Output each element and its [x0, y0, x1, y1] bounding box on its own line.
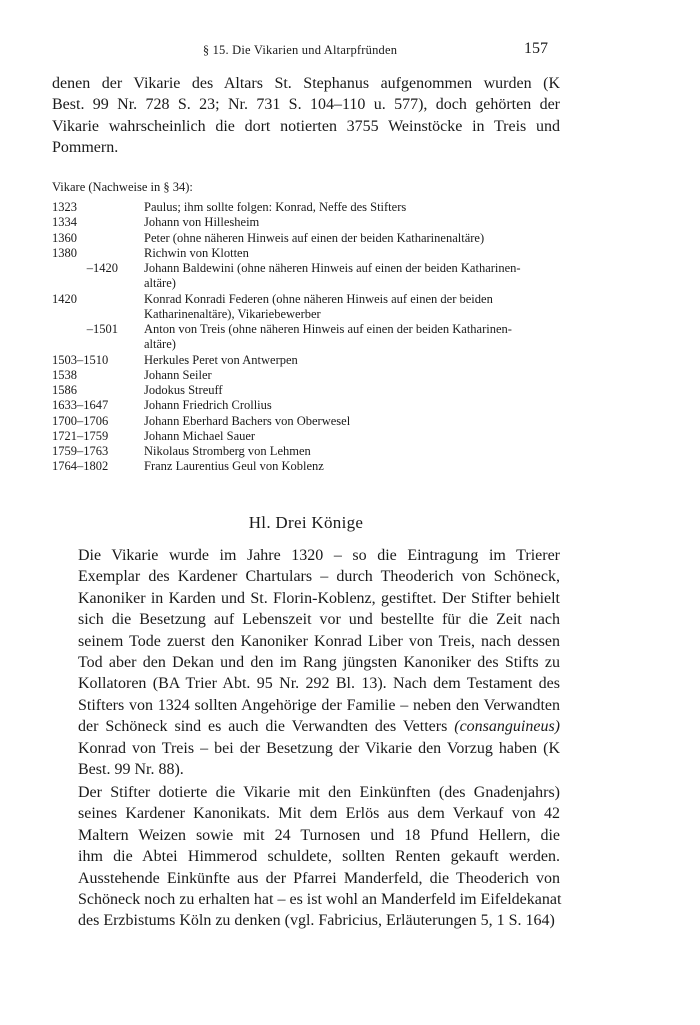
vicar-name: Paulus; ihm sollte folgen: Konrad, Neffe des Stifters — [144, 200, 407, 214]
text-line: Vikarie wahrscheinlich die dort notierten 3755 Weinstöcke in Treis und — [52, 117, 560, 135]
intro-paragraph — [52, 73, 560, 159]
vicar-name: altäre) — [144, 276, 176, 291]
text-line: Die Vikarie wurde im Jahre 1320 – so die Eintragung im Trierer — [78, 547, 560, 564]
vicar-year — [52, 337, 144, 352]
vicar-year: –1420 — [86, 261, 118, 275]
vicar-name: Johann Baldewini (ohne näheren Hinweis auf einen der beiden Katharinen- — [144, 261, 521, 275]
vicar-row — [52, 337, 560, 352]
page-number: 157 — [524, 40, 548, 57]
vicar-year: –1501 — [86, 322, 118, 336]
vicar-name: Peter (ohne näheren Hinweis auf einen der beiden Katharinenaltäre) — [144, 230, 485, 245]
vicar-year: 1538 — [52, 367, 77, 382]
vicar-year: 1759–1763 — [52, 444, 109, 458]
vicar-year — [52, 276, 144, 291]
body-paragraph — [52, 545, 560, 780]
text-line: ihm die Abtei Himmerod schuldete, sollten Renten gekauft werden. — [78, 848, 560, 866]
text-line: Ausstehende Einkünfte aus der Pfarrei Manderfeld, die Theoderich von — [78, 869, 560, 887]
text-line: sich die Besetzung auf Lebenszeit vor und bestellte für die Zeit nach — [78, 611, 560, 629]
text-line: Maltern Weizen sowie mit 24 Turnosen und 18 Pfund Hellern, die — [78, 826, 560, 844]
vicar-row — [52, 414, 560, 429]
vicar-year: 1586 — [52, 383, 77, 397]
text-line — [52, 716, 560, 737]
latin-term: (consanguineus) — [454, 718, 560, 736]
text-line: Kanoniker in Karden und St. Florin-Koblenz, gestiftet. Der Stifter behielt — [78, 589, 560, 607]
vicar-year: 1360 — [52, 230, 77, 245]
body-paragraph — [52, 782, 560, 932]
vicar-row — [52, 292, 560, 307]
vicar-name: Johann Friedrich Crollius — [144, 398, 272, 413]
vicar-year: 1764–1802 — [52, 459, 109, 474]
vicar-year: 1334 — [52, 215, 77, 230]
text-line: denen der Vikarie des Altars St. Stephanus aufgenommen wurden (K — [52, 75, 560, 92]
vicar-row — [52, 215, 560, 230]
vicar-name: Herkules Peret von Antwerpen — [144, 352, 298, 367]
vicar-year: 1420 — [52, 291, 77, 306]
vicar-year: 1721–1759 — [52, 428, 109, 443]
text-line: Pommern. — [52, 139, 119, 157]
vicar-name: Richwin von Klotten — [144, 245, 249, 260]
vicar-row — [52, 261, 560, 276]
vicar-name: Johann von Hillesheim — [144, 215, 260, 230]
vicar-row — [52, 429, 560, 444]
text-line: Exemplar des Kardener Chartulars – durch Theoderich von Schöneck, — [78, 568, 560, 586]
vicar-row — [52, 444, 560, 459]
vicar-year: 1700–1706 — [52, 413, 109, 428]
vicar-name: Johann Eberhard Bachers von Oberwesel — [144, 413, 351, 428]
vicar-name: Jodokus Streuff — [144, 383, 223, 397]
vicar-name: Anton von Treis (ohne näheren Hinweis auf einen der beiden Katharinen- — [144, 322, 512, 336]
vicar-year: 1380 — [52, 245, 77, 260]
page-header — [52, 40, 548, 62]
vicar-row — [52, 322, 560, 337]
vicar-name: Katharinenaltäre), Vikariebewerber — [144, 306, 321, 321]
vicar-name: Johann Seiler — [144, 367, 212, 382]
vicar-row — [52, 383, 560, 398]
vicar-name: Nikolaus Stromberg von Lehmen — [144, 444, 311, 458]
vicar-name: Franz Laurentius Geul von Koblenz — [144, 459, 324, 474]
vicar-name: altäre) — [144, 337, 176, 352]
text-line: Kollatoren (BA Trier Abt. 95 Nr. 292 Bl. 13). Nach dem Testament des — [78, 675, 560, 693]
vicar-row — [52, 246, 560, 261]
vicar-row — [52, 368, 560, 383]
text-line: Der Stifter dotierte die Vikarie mit den Einkünften (des Gnadenjahrs) — [78, 784, 560, 801]
text-line: Best. 99 Nr. 88). — [78, 761, 184, 779]
vicar-year: 1503–1510 — [52, 352, 109, 367]
text-segment: der Schöneck sind es auch die Verwandten des Vetters — [78, 718, 448, 736]
vicar-row — [52, 276, 560, 291]
vicar-row — [52, 231, 560, 246]
vicar-name: Konrad Konradi Federen (ohne näheren Hinweis auf einen der beiden — [144, 291, 493, 306]
vicar-row — [52, 200, 560, 215]
vicar-name: Johann Michael Sauer — [144, 428, 256, 443]
vicars-list — [52, 200, 560, 475]
vicar-year: 1323 — [52, 200, 77, 214]
text-line: Schöneck noch zu erhalten hat – es ist wohl an Manderfeld im Eifeldekanat — [78, 891, 562, 909]
text-line: Tod aber den Dekan und den im Rang jüngsten Kanoniker des Stifts zu — [78, 654, 560, 672]
text-line: seinem Tode zuerst den Kanoniker Konrad Liber von Treis, nach dessen — [78, 632, 560, 650]
vicars-heading: Vikare (Nachweise in § 34): — [52, 180, 193, 194]
vicar-row — [52, 353, 560, 368]
text-line: Stifters von 1324 sollten Angehörige der Familie – neben den Verwandten — [78, 696, 560, 714]
vicar-row — [52, 307, 560, 322]
text-line: des Erzbistums Köln zu denken (vgl. Fabricius, Erläuterungen 5, 1 S. 164) — [78, 912, 555, 930]
vicar-row — [52, 398, 560, 413]
text-line: Konrad von Treis – bei der Besetzung der Vikarie den Vorzug haben (K — [78, 739, 560, 757]
vicar-row — [52, 459, 560, 474]
vicar-year: 1633–1647 — [52, 398, 109, 413]
text-line: Best. 99 Nr. 728 S. 23; Nr. 731 S. 104–110 u. 577), doch gehörten der — [52, 96, 560, 114]
text-line: seines Kardener Kanonikats. Mit dem Erlös aus dem Verkauf von 42 — [78, 805, 560, 823]
section-title: Hl. Drei Könige — [248, 513, 364, 532]
running-head: § 15. Die Vikarien und Altarpfründen — [202, 43, 398, 57]
vicar-year — [52, 307, 144, 322]
